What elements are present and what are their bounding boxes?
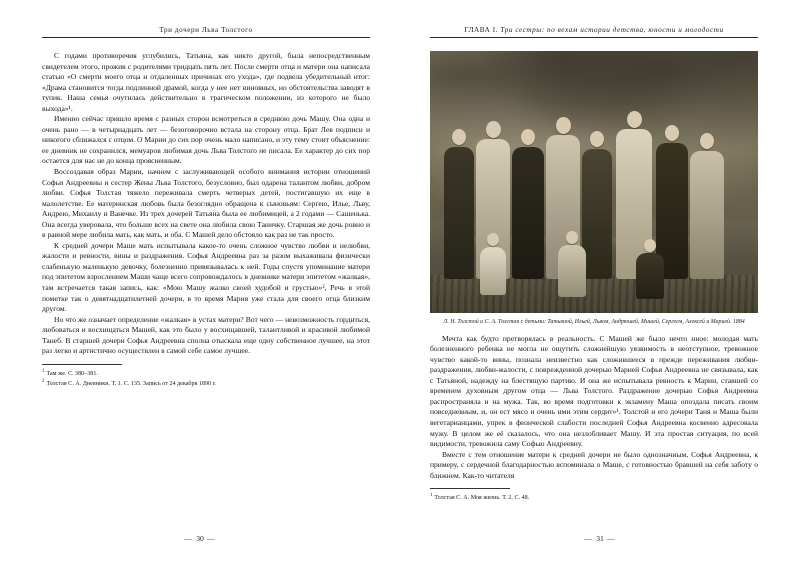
chapter-title: Три сестры: по вехам истории детства, юности и молодости bbox=[500, 26, 724, 34]
right-page bbox=[400, 0, 800, 569]
paragraph: Именно сейчас пришло время с разных сторон всмотреться в среднюю дочь Машу. Она одна и очень рано — в четырнадцать лет — безоговорочно встала на сторону отца. Брат Лев подписи и никогого сближался с отцом. О Марии до сих пор очень мало написано, и эту тему стоит объяснение: ее дневник не сохранился, мемуаров любимая дочь Льва Толстого не писала. Ее характер до сих пор остается для нас не до конца проясненным. bbox=[42, 114, 370, 166]
right-page-number: 31 bbox=[596, 534, 604, 543]
footnote-rule bbox=[430, 488, 510, 489]
person-figure bbox=[512, 129, 544, 279]
footnote: $^1$ Толстая С. А. Моя жизнь. Т. 2. С. 48. bbox=[430, 493, 530, 502]
paragraph: Воссоздавая образ Марии, начнем с заслуживающей особого внимания истории отношений Софьи Андреевны и сестер Жены Льва Толстого, безусловно, был одарена талантом любви, добром любви. Софья Толстая тяжело переживала смерть четверых детей, постигавшую их еще в малолетстве. Ее материнская любовь была безоглядно обращена к сыновьям: Сергею, Илье, Льву, Андрею, Михаилу и Ванечке. Из трех дочерей Татьяна была ее любимицей, а 2 годами — Сашенька. Она всегда уверовала, что больше всех на свете она любила свою Таничку. Старшая же дочь ровно и в равной мере любила мать, как мать, и оба. С Машей дело обстояло как раз не так просто. bbox=[42, 167, 370, 240]
paragraph: С годами противоречия углубились, Татьяна, как никто другой, была непосредственным свидетелем этого, прожив с родителями тридцать пять лет. После смерти отца и матери она написала статью «О смерти моего отца и отдаленных причинах его ухода», где подвела убедительный итог: «Драма становится тогда подлинной драмой, когда у нее нет виновных, но обстоятельства заводят в тупик. Наша семья очутилась действительно в трагическом положении, из которого не было выхода»¹. bbox=[42, 51, 370, 113]
footnote-text: Толстая С. А. Дневники. Т. 1. С. 135. Запись от 24 декабря 1890 г. bbox=[46, 381, 216, 388]
left-page-number: 30 bbox=[196, 534, 204, 543]
paragraph: Но что же означает определение «жалкая» в устах матери? Вот чего — невозможность гордиться, любоваться и восхищаться Машей, как это было у восхищавшей, талантливой и красивой любимой Танеб. В старшей дочери Софья Андреевна сполна отыскала еще одну собственное лучшее, на этот раз легко и артистично осуществлен в самой себе самое лучшее. bbox=[42, 314, 370, 356]
family-photograph bbox=[430, 51, 758, 313]
photo-caption: Л. Н. Толстой и С. А. Толстая с детьми: Татьяной, Ильей, Львом, Андрюшей, Мишей, Сергеем, Алексей и Марией. 1884 bbox=[443, 319, 745, 325]
right-body-text bbox=[430, 334, 758, 482]
footnote: $^1$ Там же. С. 380–381. bbox=[42, 368, 98, 377]
paragraph: К средней дочери Маше мать испытывала какое-то очень сложное чувство любви и нелюбви, жалости и ревности, вины и раздражения. Софья Андреевна раз за разом выхаживала физически слабенькую маленькую девочку, болезненно привязывалась к ней. Годы спустя упоминание матери под эпитетом взрослением Маши чаще всего сопровождалось в дневнике матери эпитетом «жалкая», там встречается такая запись, как: «Мою Машу жалко своей худобой и грустью»², Речь в этой пометке так о девятнадцатилетней дочери, в то время Мария уже стала для своего отца близким другом. bbox=[42, 240, 370, 314]
paragraph: Вместе с тем отношение матери к средней дочери не было однозначным, Софья Андреевна, к примеру, с сердечной благодарностью вспоминала о Маше, с готовностью бравшей на себя заботу о ближнем. Как-то читателя bbox=[430, 449, 758, 480]
person-figure bbox=[444, 129, 474, 279]
person-figure bbox=[582, 131, 612, 279]
right-header-rule bbox=[430, 37, 758, 38]
paragraph: Мечта как будто претворялась в реальность. С Машей же было нечто иное: молодая мать болезненного ребенка не могла не ощутить сложнейшую уязвимость в неотступное, тревожное чувство какой-то вины, познала неизвестно как сложившееся в прежде переживания любви-раздражения, любви-жалости, с поврежденной дочерью Марией Софья Андреевна не связывала, как с Татьяной, надежду на блестящую партию. И она же испытывала ревность к Марии, ставшей со временем духовным другом отца — Льва Толстого. Раздражение дочерью Софья Андреевна распространяла и на мужа. Так, во время подготовки к экзамену Маша опоздала писать своим повседневным, и, он ест мясо и очень ими этим сердит»¹. Толстой и его дочери Таня и Маша были вегетарианцами, упрек в физической слабости последней Софья Андреевна косвенно адресовала мужу. В целом же её сказалось, что она незлобливает Машу. И эта простая ситуация, по всей видимости, тревожила саму Софью Андреевну. bbox=[430, 333, 758, 449]
left-footnotes bbox=[42, 363, 370, 389]
left-header-rule bbox=[42, 37, 370, 38]
right-running-head bbox=[430, 26, 758, 34]
footnote: $^2$ Толстая С. А. Дневники. Т. 1. С. 135. Запись от 24 декабря 1890 г. bbox=[42, 379, 216, 388]
person-figure bbox=[690, 133, 724, 279]
left-folio: — 30 — bbox=[184, 534, 216, 543]
child-figure bbox=[636, 239, 664, 299]
left-body-text bbox=[42, 51, 370, 357]
footnote-rule bbox=[42, 364, 122, 365]
photo-people-group bbox=[430, 51, 758, 313]
footnote-text: Там же. С. 380–381. bbox=[46, 370, 98, 377]
family-photo-figure bbox=[430, 51, 758, 327]
chapter-label: ГЛАВА I. bbox=[464, 26, 499, 34]
left-running-head: Три дочери Льва Толстого bbox=[159, 26, 253, 34]
right-folio: — 31 — bbox=[584, 534, 616, 543]
right-footnotes bbox=[430, 487, 758, 502]
child-figure bbox=[558, 231, 586, 297]
footnote-text: Толстая С. А. Моя жизнь. Т. 2. С. 48. bbox=[434, 495, 530, 502]
child-figure bbox=[480, 233, 506, 295]
